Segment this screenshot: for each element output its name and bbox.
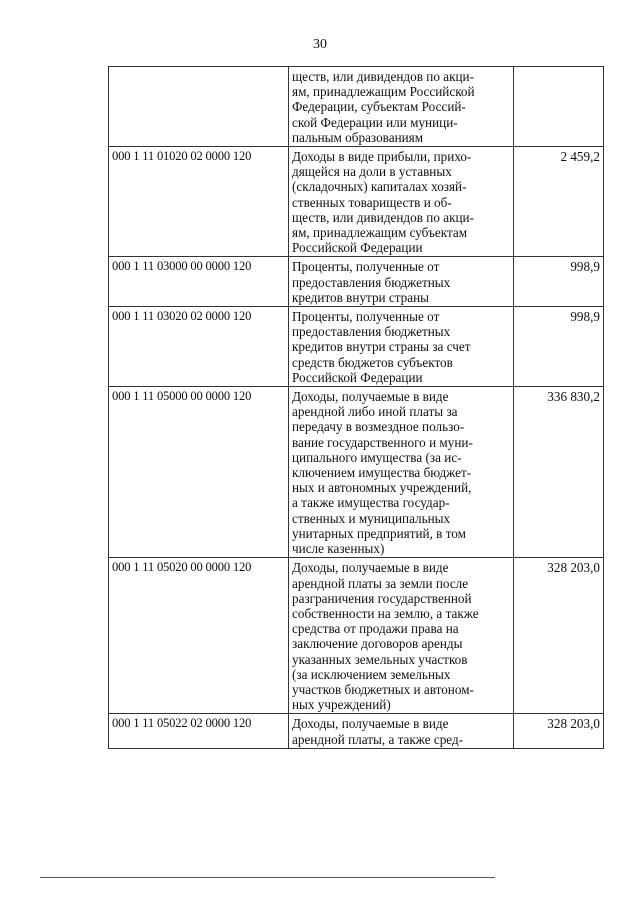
revenue-name-line: а также имущества государ- — [292, 495, 450, 511]
revenue-name-line: Российской Федерации — [292, 240, 423, 256]
revenue-name-line: унитарных предприятий, в том — [292, 525, 466, 541]
revenue-name-line: ключением имущества бюджет- — [292, 465, 472, 481]
table-body — [109, 67, 604, 749]
revenue-name-line: ципального имущества (за ис- — [292, 449, 462, 465]
amount-cell: 336 830,2 — [514, 387, 604, 558]
revenue-name-line: ществ, или дивидендов по акци- — [292, 209, 474, 225]
revenue-name-line: кредитов внутри страны — [292, 289, 430, 305]
revenue-name-line: арендной платы за земли после — [292, 575, 469, 591]
budget-code-cell: 000 1 11 05020 00 0000 120 — [109, 558, 289, 714]
table-row — [109, 387, 604, 558]
budget-code-cell: 000 1 11 05022 02 0000 120 — [109, 714, 289, 748]
revenue-name-line: кредитов внутри страны за счет — [292, 339, 471, 355]
revenue-name-line: Российской Федерации — [292, 369, 423, 385]
revenue-name-cell — [289, 558, 514, 714]
amount-cell — [514, 67, 604, 147]
revenue-name-line: указанных земельных участков — [292, 651, 468, 667]
revenue-name-line: Доходы в виде прибыли, прихо- — [292, 149, 472, 165]
revenue-name-line: Проценты, полученные от — [292, 259, 440, 275]
revenue-name-line: ям, принадлежащим Российской — [292, 84, 475, 100]
revenue-name-line: ных учреждений) — [292, 697, 391, 713]
revenue-name-line: (складочных) капиталах хозяй- — [292, 179, 467, 195]
amount-cell: 2 459,2 — [514, 147, 604, 257]
revenue-name-line: Проценты, полученные от — [292, 309, 440, 325]
amount-cell: 328 203,0 — [514, 558, 604, 714]
budget-code-cell: 000 1 11 03000 00 0000 120 — [109, 257, 289, 307]
revenue-name-line: ской Федерации или муници- — [292, 114, 458, 130]
revenue-name-line: числе казенных) — [292, 541, 385, 557]
revenue-name-cell — [289, 257, 514, 307]
table-row — [109, 147, 604, 257]
revenue-name-line: ственных товариществ и об- — [292, 194, 452, 210]
table-row — [109, 558, 604, 714]
revenue-name-line: арендной либо иной платы за — [292, 404, 458, 420]
budget-code-cell: 000 1 11 03020 02 0000 120 — [109, 307, 289, 387]
revenue-name-line: ям, принадлежащим субъектам — [292, 225, 468, 241]
revenue-name-cell — [289, 307, 514, 387]
revenue-name-cell — [289, 714, 514, 748]
revenue-name-cell — [289, 387, 514, 558]
revenue-name-line: дящейся на доли в уставных — [292, 164, 452, 180]
revenue-name-line: Доходы, получаемые в виде — [292, 716, 449, 732]
budget-code-cell: 000 1 11 05000 00 0000 120 — [109, 387, 289, 558]
revenue-name-line: предоставления бюджетных — [292, 274, 451, 290]
revenue-name-line: Федерации, субъектам Россий- — [292, 99, 466, 115]
revenue-name-line: разграничения государственной — [292, 590, 472, 606]
revenue-name-line: средства от продажи права на — [292, 621, 459, 637]
revenue-name-line: вание государственного и муни- — [292, 434, 473, 450]
table-row — [109, 67, 604, 147]
revenue-name-line: ных и автономных учреждений, — [292, 480, 472, 496]
amount-cell: 998,9 — [514, 307, 604, 387]
revenue-name-line: участков бюджетных и автоном- — [292, 681, 474, 697]
table-row — [109, 257, 604, 307]
budget-code-cell — [109, 67, 289, 147]
revenue-name-line: ществ, или дивидендов по акци- — [292, 69, 474, 84]
table-row — [109, 714, 604, 748]
budget-code-cell: 000 1 11 01020 02 0000 120 — [109, 147, 289, 257]
table-row — [109, 307, 604, 387]
revenue-name-line: арендной платы, а также сред- — [292, 731, 464, 747]
revenue-name-line: Доходы, получаемые в виде — [292, 560, 449, 576]
amount-cell: 328 203,0 — [514, 714, 604, 748]
revenue-name-cell — [289, 67, 514, 147]
page-number: 30 — [313, 37, 327, 52]
revenue-name-line: передачу в возмездное пользо- — [292, 419, 465, 435]
budget-revenue-table — [108, 66, 604, 749]
revenue-name-line: средств бюджетов субъектов — [292, 354, 453, 370]
revenue-name-line: собственности на землю, а также — [292, 605, 479, 621]
revenue-name-line: заключение договоров аренды — [292, 636, 463, 652]
revenue-name-line: Доходы, получаемые в виде — [292, 389, 449, 405]
revenue-name-cell — [289, 147, 514, 257]
revenue-name-line: предоставления бюджетных — [292, 324, 451, 340]
bottom-divider — [40, 877, 495, 878]
revenue-name-line: пальным образованиям — [292, 129, 424, 145]
revenue-name-line: ственных и муниципальных — [292, 510, 451, 526]
amount-cell: 998,9 — [514, 257, 604, 307]
revenue-name-line: (за исключением земельных — [292, 666, 451, 682]
